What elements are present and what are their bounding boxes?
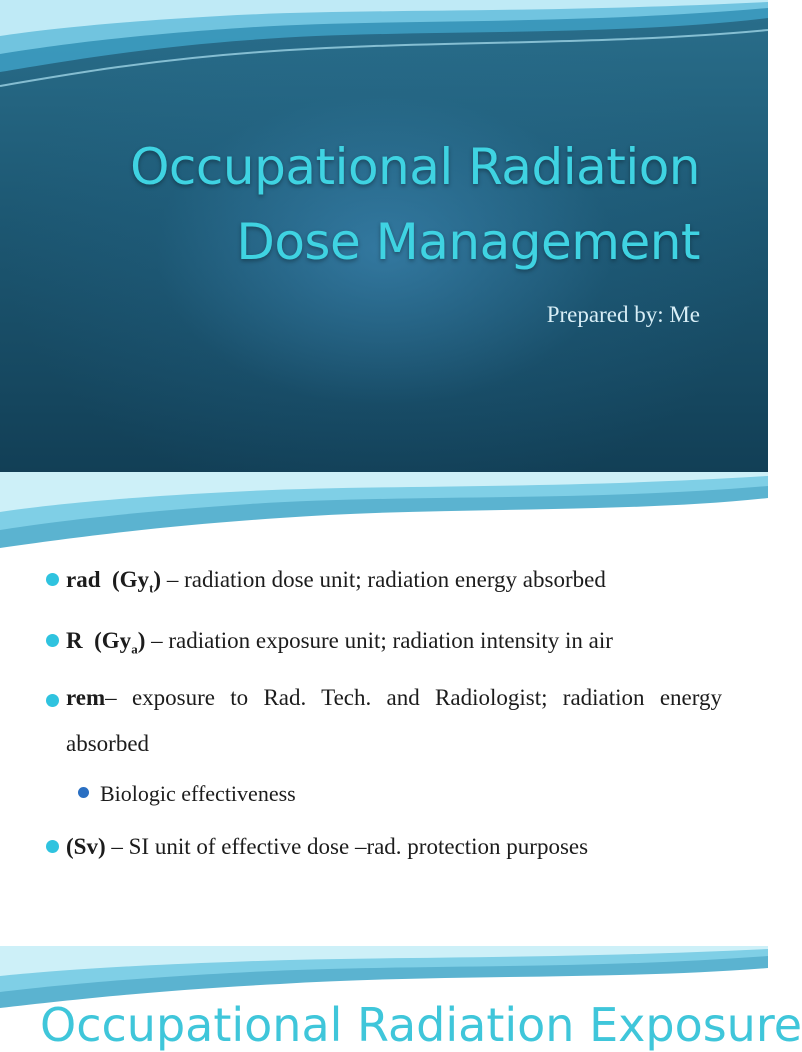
bullet-dot-icon (46, 694, 59, 707)
sub-bullet-dot-icon (78, 787, 89, 798)
slide-title (0, 130, 700, 280)
term-sv: (Sv) (66, 834, 106, 860)
bullet-item-rem (46, 675, 722, 767)
bullet-dot-icon (46, 573, 59, 586)
subtitle: Prepared by: Me (546, 302, 700, 327)
term-rad: rad (66, 567, 101, 592)
next-slide-title: Occupational Radiation Exposure (40, 998, 802, 1052)
unit-gy: Gy (119, 567, 150, 592)
bullet-item-sv (46, 821, 722, 873)
sub-bullet-text: Biologic effectiveness (100, 781, 296, 807)
unit-sub: a (131, 641, 138, 657)
bullet-item-rad: rad $(Gy_t)$ – radiation dose unit; radiation energy absorbed (46, 554, 722, 615)
bullet-dot-icon (46, 634, 59, 647)
decorative-wave (0, 472, 768, 552)
bullet-item-r: R $(Gy_a)$ – radiation exposure unit; radiation intensity in air (46, 615, 722, 676)
bullet-dot-icon (46, 840, 59, 853)
bullet-slide (0, 472, 768, 946)
next-slide (0, 946, 802, 1052)
title-line-1: Occupational Radiation (130, 138, 700, 196)
term-r: R (66, 627, 83, 653)
unit-gy: Gy (101, 627, 132, 653)
bullet-text: – SI unit of effective dose –rad. protection purposes (105, 834, 589, 860)
bullet-text: – exposure to Rad. Tech. and Radiologist; radiation energy absorbed (66, 685, 722, 757)
term-rem: rem (66, 685, 106, 711)
bullet-list (46, 554, 722, 873)
title-line-2: Dose Management (236, 213, 700, 271)
sub-bullet-item (46, 767, 722, 821)
decorative-wave (0, 0, 768, 90)
bullet-text: – radiation exposure unit; radiation intensity in air (145, 627, 613, 653)
unit-sub: t (149, 580, 154, 596)
bullet-text: – radiation dose unit; radiation energy absorbed (161, 567, 606, 592)
title-slide (0, 0, 768, 472)
